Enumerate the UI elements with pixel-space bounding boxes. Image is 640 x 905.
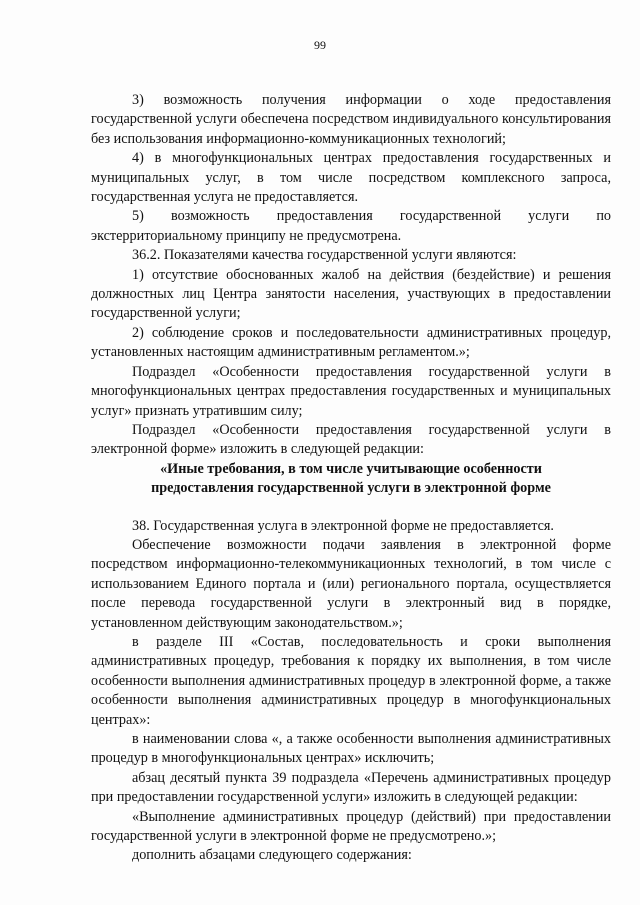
paragraph: дополнить абзацами следующего содержания: [132,847,412,864]
section-heading [91,460,611,499]
spacer [91,499,611,517]
section-heading-line: «Иные требования, в том числе учитывающие особенности [160,460,542,477]
paragraph: 4) в многофункциональных центрах предоставления государственных и муниципальных услуг, в том числе посредством комплексного запроса, государственная услуга не предоставляется. [91,150,611,206]
paragraph: Обеспечение возможности подачи заявления в электронной форме посредством информационно-телекоммуникационных технологий, в том числе с использованием Единого портала и (или) регионального портала, осуществляется после перевода государственной услуги в электронный вид в порядке, установленном действующим законодательством.»; [91,536,611,631]
paragraph: в разделе III «Состав, последовательность и сроки выполнения административных процедур, требования к порядку их выполнения, в том числе особенности выполнения административных процедур в электронной форме, а также особенности выполнения административных процедур в многофункциональных центрах»: [91,633,611,728]
paragraph: 5) возможность предоставления государственной услуги по экстерриториальному принципу не предусмотрена. [91,208,611,244]
paragraph: «Выполнение административных процедур (действий) при предоставлении государственной услуги в электронной форме не предусмотрено.»; [91,808,611,845]
document-body [91,91,611,866]
paragraph: 2) соблюдение сроков и последовательности административных процедур, установленных настоящим административным регламентом.»; [91,324,611,361]
paragraph: в наименовании слова «, а также особенности выполнения административных процедур в многофункциональных центрах» исключить; [91,731,611,767]
paragraph: Подраздел «Особенности предоставления государственной услуги в электронной форме» изложить в следующей редакции: [91,421,611,458]
paragraph: Подраздел «Особенности предоставления государственной услуги в многофункциональных центрах предоставления государственных и муниципальных услуг» признать утратившим силу; [91,363,611,419]
paragraph: 38. Государственная услуга в электронной форме не предоставляется. [132,517,554,534]
section-heading-line: предоставления государственной услуги в электронной форме [151,480,551,497]
paragraph: абзац десятый пункта 39 подраздела «Перечень административных процедур при предоставлении государственной услуги» изложить в следующей редакции: [91,769,611,806]
paragraph: 36.2. Показателями качества государственной услуги являются: [132,247,517,264]
paragraph: 3) возможность получения информации о ходе предоставления государственной услуги обеспечена посредством индивидуального консультирования без использования информационно-коммуникационных технологий; [91,92,611,147]
page-number: 99 [314,38,326,52]
paragraph: 1) отсутствие обоснованных жалоб на действия (бездействие) и решения должностных лиц Центра занятости населения, участвующих в предоставлении государственной услуги; [91,266,611,322]
